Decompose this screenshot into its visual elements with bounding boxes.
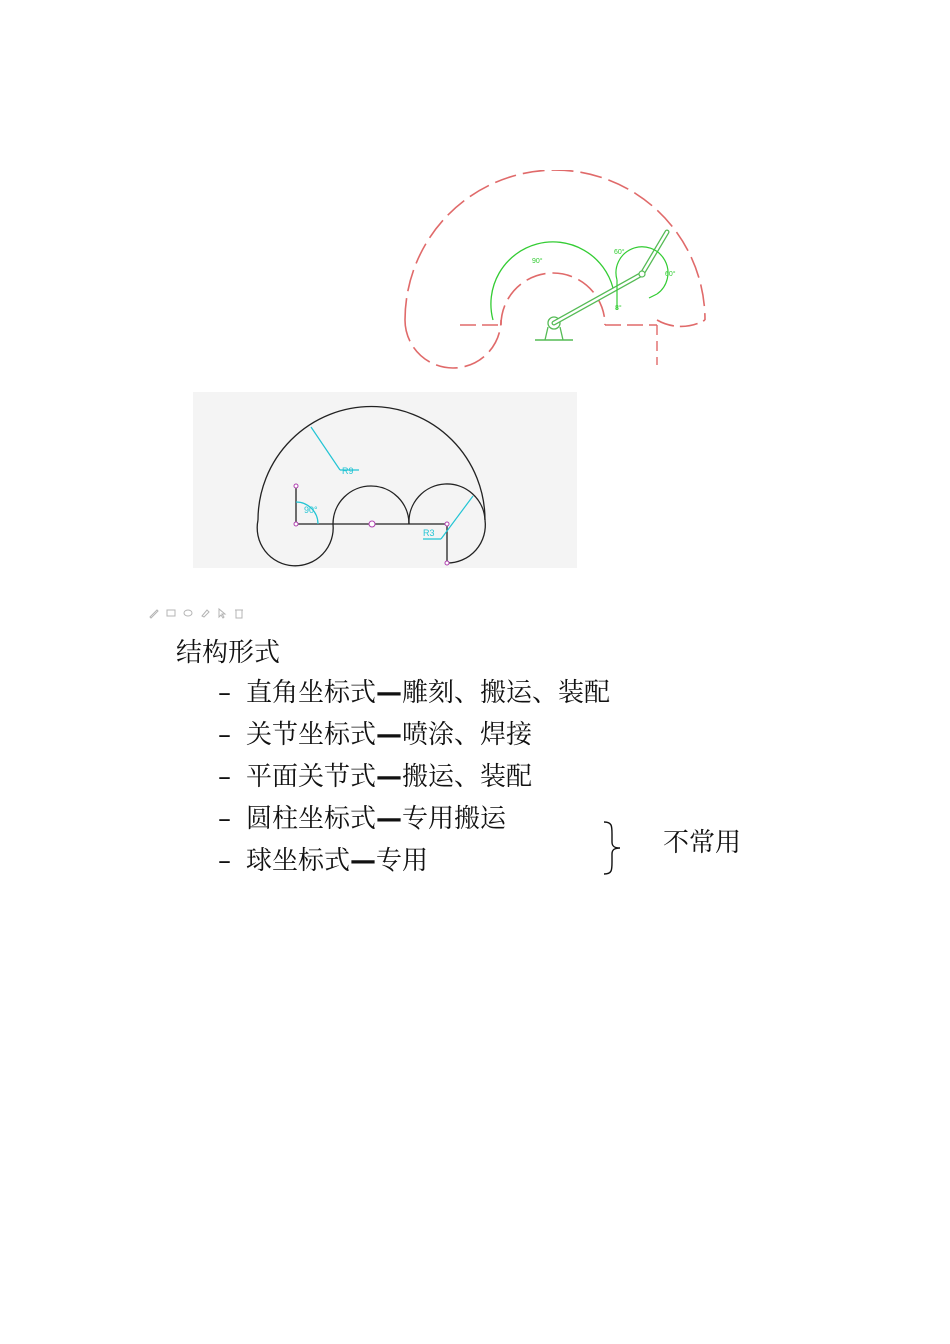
- list-item: [218, 844, 610, 886]
- bullet-dash: –: [218, 720, 231, 750]
- pedestal-left: [545, 327, 548, 340]
- list-item: [218, 718, 610, 760]
- item-use: 搬运、装配: [402, 762, 533, 792]
- dim-arc-90: [491, 242, 613, 320]
- point-bottom-right: [445, 561, 449, 565]
- point-top-left: [294, 484, 298, 488]
- annotation-toolbar: [148, 603, 245, 617]
- item-separator: —: [376, 720, 403, 750]
- arm-link-1-inner: [554, 274, 642, 323]
- pointer-icon[interactable]: [216, 604, 228, 616]
- middle-semicircle: [333, 486, 409, 524]
- item-separator: —: [376, 678, 403, 708]
- bullet-dash: –: [218, 804, 231, 834]
- dim-r9-label: R9: [342, 466, 354, 476]
- list-item: [218, 676, 610, 718]
- point-center: [369, 521, 375, 527]
- structure-list: [218, 676, 610, 886]
- dim-line-60: [649, 294, 657, 298]
- angle-label-2: 60°: [614, 249, 625, 256]
- pencil-icon[interactable]: [148, 604, 160, 616]
- dim-r9-leader: [311, 427, 340, 470]
- rect-icon[interactable]: [165, 604, 177, 616]
- arm-link-2-inner: [642, 232, 667, 274]
- bracket-note: 不常用: [663, 828, 742, 858]
- section-title: 结构形式: [176, 638, 281, 668]
- list-item: [218, 760, 610, 802]
- item-use: 专用: [376, 846, 429, 876]
- pedestal-right: [560, 327, 563, 340]
- dim-r3-leader: [441, 496, 473, 539]
- item-use: 专用搬运: [402, 804, 507, 834]
- item-use: 雕刻、搬运、装配: [402, 678, 611, 708]
- left-lower-arc: [405, 320, 501, 368]
- item-name: 关节坐标式: [246, 720, 377, 750]
- eraser-icon[interactable]: [199, 604, 211, 616]
- item-name: 圆柱坐标式: [246, 804, 377, 834]
- item-separator: —: [376, 762, 403, 792]
- trash-icon[interactable]: [233, 604, 245, 616]
- cad-figure-top: [395, 170, 715, 380]
- outer-arc-r9: [258, 407, 485, 521]
- bullet-dash: –: [218, 846, 231, 876]
- angle-label-3: 60°: [665, 271, 676, 278]
- bullet-dash: –: [218, 678, 231, 708]
- point-right-corner: [445, 522, 449, 526]
- left-circle-arc: [257, 520, 333, 566]
- point-left-corner: [294, 522, 298, 526]
- dim-angle-label: 90°: [304, 505, 318, 515]
- bullet-dash: –: [218, 762, 231, 792]
- angle-label-4: 8°: [615, 305, 622, 312]
- right-semicircle: [409, 484, 485, 524]
- item-name: 平面关节式: [246, 762, 377, 792]
- angle-label-1: 90°: [532, 258, 543, 265]
- right-brace-icon: [598, 820, 624, 876]
- right-lower-arc: [657, 320, 705, 326]
- lasso-icon[interactable]: [182, 604, 194, 616]
- item-name: 直角坐标式: [246, 678, 377, 708]
- right-lower-arc-r3: [447, 520, 485, 563]
- cad-figure-bottom: [193, 392, 577, 568]
- item-name: 球坐标式: [246, 846, 351, 876]
- list-item: [218, 802, 610, 844]
- item-separator: —: [376, 804, 403, 834]
- dim-r3-label: R3: [423, 528, 435, 538]
- elbow-joint: [639, 271, 645, 277]
- item-separator: —: [350, 846, 377, 876]
- item-use: 喷涂、焊接: [402, 720, 533, 750]
